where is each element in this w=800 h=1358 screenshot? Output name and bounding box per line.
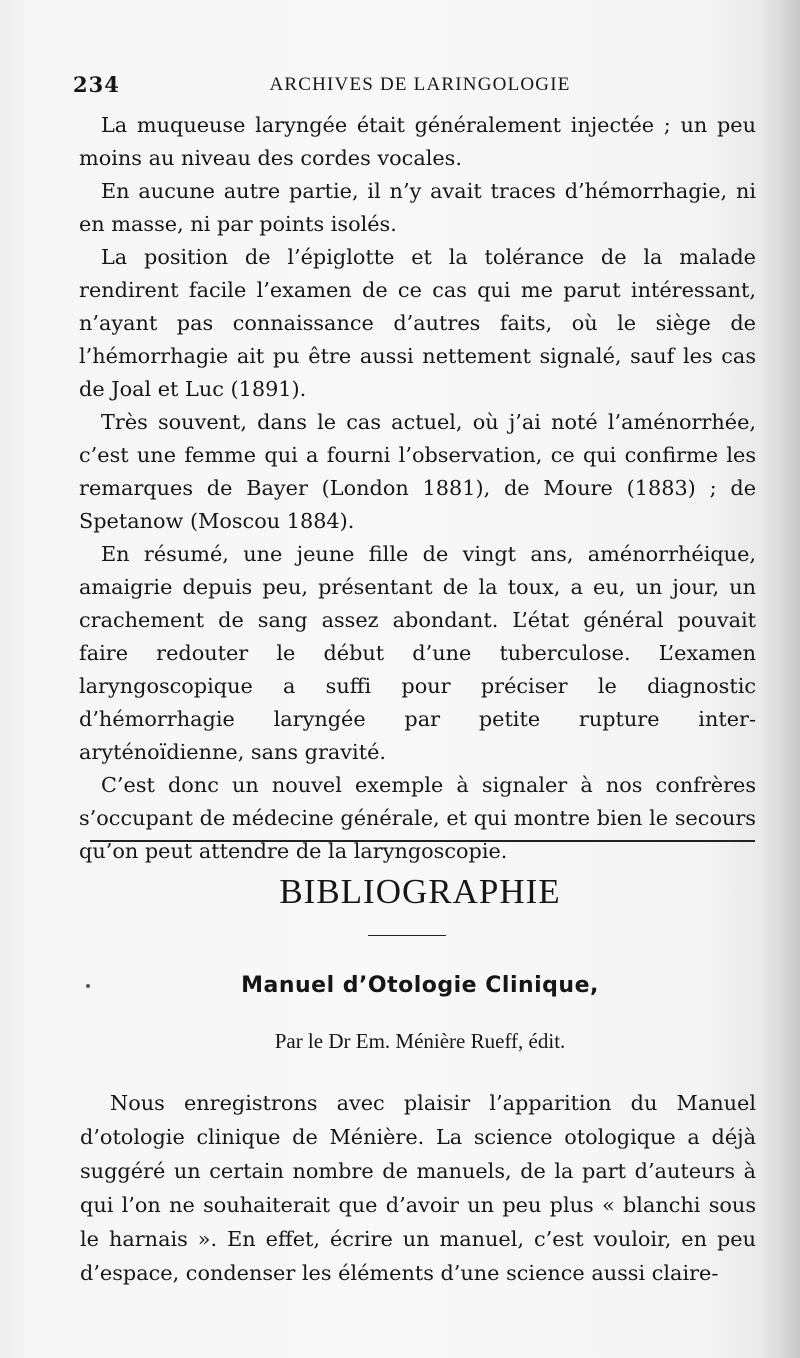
running-head xyxy=(0,70,800,100)
bibliography-heading: BIBLIOGRAPHIE xyxy=(279,872,561,911)
book-title: Manuel d’Otologie Clinique, xyxy=(241,973,599,998)
article-paragraph: La position de l’épiglotte et la tolérance de la malade rendirent facile l’examen de ce cas qui me parut intéressant, n’ayant pas connaissance d’autres faits, où le siège de l’hémorrhagie ait pu être aussi nettement signalé, sauf les cas de Joal et Luc (1891). xyxy=(79,245,756,401)
page-number: 234 xyxy=(73,72,120,97)
review-body xyxy=(80,1086,756,1290)
article-paragraph: En aucune autre partie, il n’y avait traces d’hémorrhagie, ni en masse, ni par points isolés. xyxy=(79,179,756,236)
section-divider xyxy=(90,840,755,842)
book-author: Par le Dr Em. Ménière Rueff, édit. xyxy=(274,1029,566,1053)
article-paragraph: En résumé, une jeune fille de vingt ans, aménorrhéique, amaigrie depuis peu, présentant de la toux, a eu, un jour, un crachement de sang assez abondant. L’état général pouvait faire redouter le début d’une tuberculose. L’examen laryngoscopique a suffi pour préciser le diagnostic d’hémorrhagie laryngée par petite rupture inter-aryténoïdienne, sans gravité. xyxy=(79,542,756,764)
heading-underline xyxy=(368,935,446,936)
article-paragraph: Très souvent, dans le cas actuel, où j’ai noté l’aménorrhée, c’est une femme qui a fourni l’observation, ce qui confirme les remarques de Bayer (London 1881), de Moure (1883) ; de Spetanow (Moscou 1884). xyxy=(79,410,756,533)
running-title: ARCHIVES DE LARINGOLOGIE xyxy=(269,74,571,95)
page-edge-shadow xyxy=(760,0,800,1358)
article-paragraph: La muqueuse laryngée était généralement injectée ; un peu moins au niveau des cordes vocales. xyxy=(79,113,756,170)
article-body xyxy=(79,109,756,868)
review-paragraph: Nous enregistrons avec plaisir l’apparition du Manuel d’otologie clinique de Ménière. La science otologique a déjà suggéré un certain nombre de manuels, de la part d’auteurs à qui l’on ne souhaiterait que d’avoir un peu plus « blanchi sous le harnais ». En effet, écrire un manuel, c’est vouloir, en peu d’espace, condenser les éléments d’une science aussi claire- xyxy=(80,1091,756,1285)
article-paragraph: C’est donc un nouvel exemple à signaler à nos confrères s’occupant de médecine générale, et qui montre bien le secours qu’on peut attendre de la laryngoscopie. xyxy=(79,773,756,863)
